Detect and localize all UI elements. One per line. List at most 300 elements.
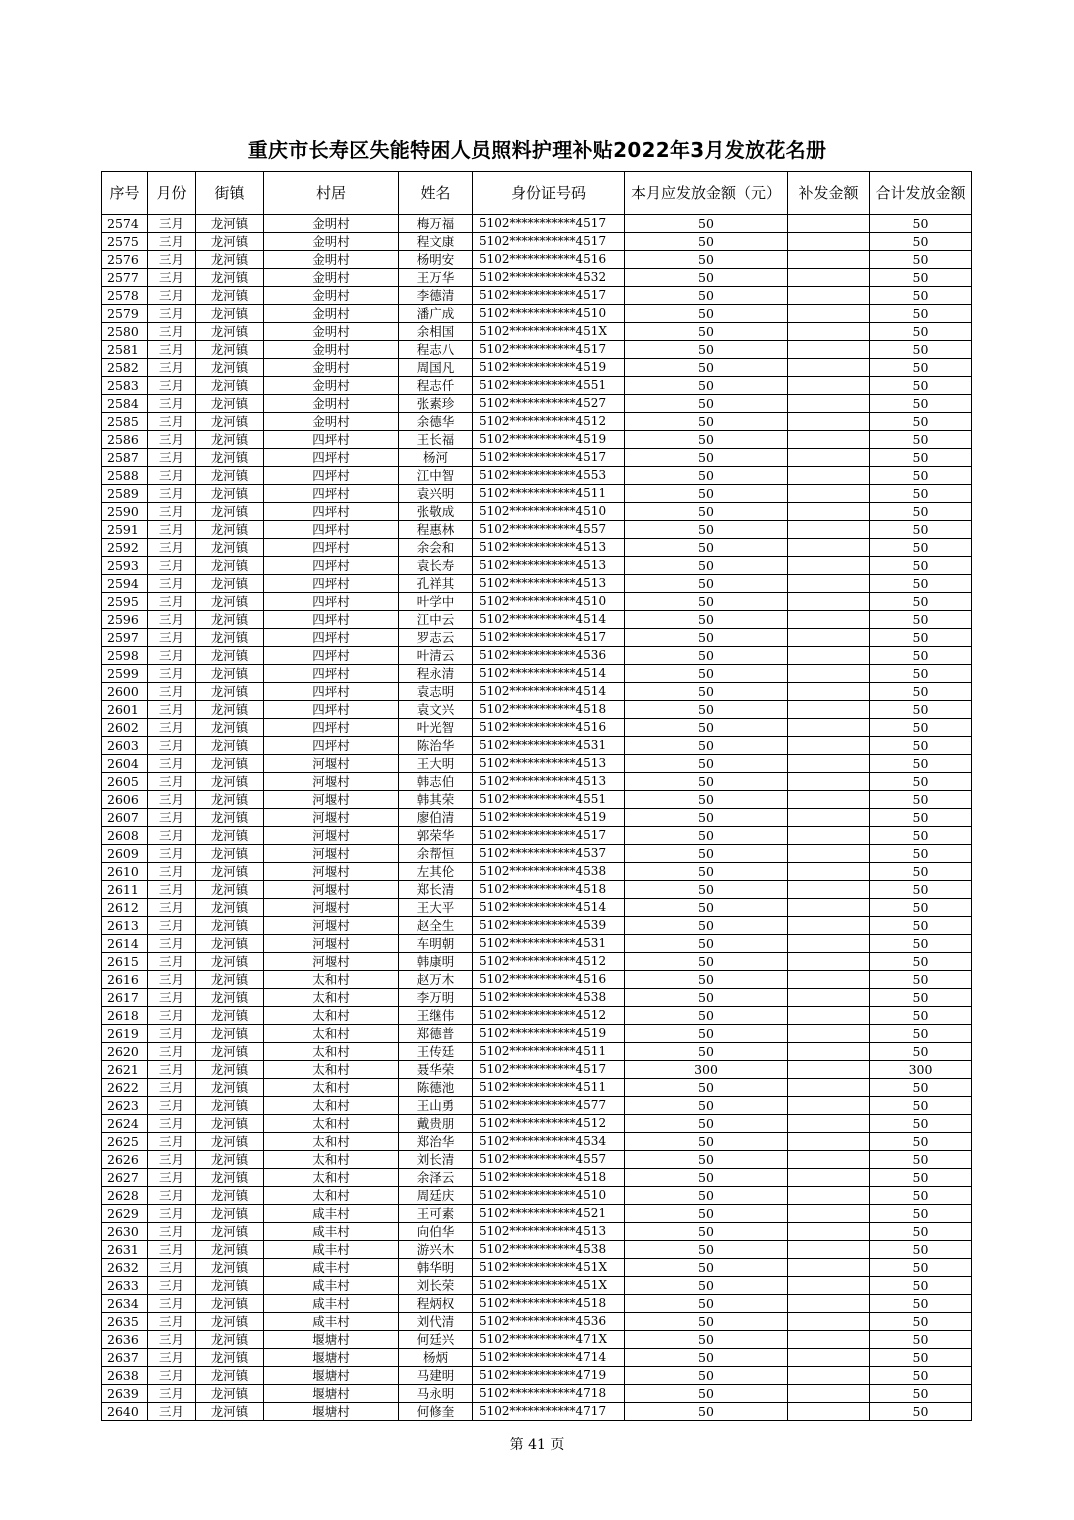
id-number-cell: 5102***********4510 <box>473 593 625 611</box>
column-header: 村居 <box>264 172 399 215</box>
village-cell: 咸丰村 <box>264 1205 399 1223</box>
month-cell: 三月 <box>148 683 196 701</box>
amount-due-cell: 50 <box>625 1043 788 1061</box>
month-cell: 三月 <box>148 1205 196 1223</box>
village-cell: 四坪村 <box>264 629 399 647</box>
village-cell: 太和村 <box>264 1115 399 1133</box>
back-pay-cell <box>788 341 870 359</box>
id-number-cell: 5102***********4519 <box>473 359 625 377</box>
village-cell: 太和村 <box>264 1079 399 1097</box>
amount-due-cell: 50 <box>625 1259 788 1277</box>
month-cell: 三月 <box>148 233 196 251</box>
id-number-cell: 5102***********451X <box>473 323 625 341</box>
amount-due-cell: 50 <box>625 665 788 683</box>
table-row <box>102 935 972 953</box>
id-number-cell: 5102***********4536 <box>473 1313 625 1331</box>
id-number-cell: 5102***********4577 <box>473 1097 625 1115</box>
month-cell: 三月 <box>148 665 196 683</box>
total-cell: 50 <box>870 737 972 755</box>
amount-due-cell: 300 <box>625 1061 788 1079</box>
town-cell: 龙河镇 <box>196 827 264 845</box>
name-cell: 王传廷 <box>399 1043 473 1061</box>
name-cell: 向伯华 <box>399 1223 473 1241</box>
name-cell: 游兴木 <box>399 1241 473 1259</box>
seq-cell: 2637 <box>102 1349 148 1367</box>
town-cell: 龙河镇 <box>196 395 264 413</box>
seq-cell: 2592 <box>102 539 148 557</box>
name-cell: 车明朝 <box>399 935 473 953</box>
column-header: 补发金额 <box>788 172 870 215</box>
name-cell: 王可素 <box>399 1205 473 1223</box>
amount-due-cell: 50 <box>625 251 788 269</box>
total-cell: 50 <box>870 1187 972 1205</box>
month-cell: 三月 <box>148 1007 196 1025</box>
total-cell: 50 <box>870 1205 972 1223</box>
town-cell: 龙河镇 <box>196 1187 264 1205</box>
village-cell: 太和村 <box>264 1025 399 1043</box>
name-cell: 郭荣华 <box>399 827 473 845</box>
table-row <box>102 881 972 899</box>
table-row <box>102 575 972 593</box>
month-cell: 三月 <box>148 1241 196 1259</box>
seq-cell: 2606 <box>102 791 148 809</box>
back-pay-cell <box>788 467 870 485</box>
name-cell: 廖伯清 <box>399 809 473 827</box>
village-cell: 四坪村 <box>264 521 399 539</box>
month-cell: 三月 <box>148 1061 196 1079</box>
id-number-cell: 5102***********4514 <box>473 683 625 701</box>
village-cell: 河堰村 <box>264 953 399 971</box>
total-cell: 50 <box>870 1133 972 1151</box>
seq-cell: 2599 <box>102 665 148 683</box>
town-cell: 龙河镇 <box>196 431 264 449</box>
village-cell: 河堰村 <box>264 809 399 827</box>
back-pay-cell <box>788 305 870 323</box>
back-pay-cell <box>788 521 870 539</box>
seq-cell: 2604 <box>102 755 148 773</box>
name-cell: 杨明安 <box>399 251 473 269</box>
amount-due-cell: 50 <box>625 233 788 251</box>
id-number-cell: 5102***********4514 <box>473 611 625 629</box>
seq-cell: 2595 <box>102 593 148 611</box>
amount-due-cell: 50 <box>625 1313 788 1331</box>
id-number-cell: 5102***********4518 <box>473 701 625 719</box>
month-cell: 三月 <box>148 1097 196 1115</box>
back-pay-cell <box>788 359 870 377</box>
total-cell: 50 <box>870 323 972 341</box>
seq-cell: 2624 <box>102 1115 148 1133</box>
seq-cell: 2607 <box>102 809 148 827</box>
back-pay-cell <box>788 935 870 953</box>
back-pay-cell <box>788 1115 870 1133</box>
total-cell: 50 <box>870 611 972 629</box>
month-cell: 三月 <box>148 719 196 737</box>
back-pay-cell <box>788 1007 870 1025</box>
back-pay-cell <box>788 503 870 521</box>
total-cell: 50 <box>870 1313 972 1331</box>
back-pay-cell <box>788 989 870 1007</box>
seq-cell: 2602 <box>102 719 148 737</box>
table-row <box>102 1349 972 1367</box>
id-number-cell: 5102***********4517 <box>473 449 625 467</box>
month-cell: 三月 <box>148 1277 196 1295</box>
id-number-cell: 5102***********4511 <box>473 1079 625 1097</box>
month-cell: 三月 <box>148 1133 196 1151</box>
village-cell: 河堰村 <box>264 791 399 809</box>
table-row <box>102 557 972 575</box>
id-number-cell: 5102***********4513 <box>473 773 625 791</box>
id-number-cell: 5102***********4514 <box>473 665 625 683</box>
total-cell: 50 <box>870 917 972 935</box>
month-cell: 三月 <box>148 503 196 521</box>
name-cell: 郑长清 <box>399 881 473 899</box>
town-cell: 龙河镇 <box>196 881 264 899</box>
town-cell: 龙河镇 <box>196 1223 264 1241</box>
town-cell: 龙河镇 <box>196 503 264 521</box>
total-cell: 50 <box>870 845 972 863</box>
id-number-cell: 5102***********4517 <box>473 341 625 359</box>
id-number-cell: 5102***********4517 <box>473 827 625 845</box>
amount-due-cell: 50 <box>625 845 788 863</box>
town-cell: 龙河镇 <box>196 215 264 233</box>
village-cell: 太和村 <box>264 1151 399 1169</box>
table-row <box>102 305 972 323</box>
amount-due-cell: 50 <box>625 485 788 503</box>
total-cell: 50 <box>870 341 972 359</box>
month-cell: 三月 <box>148 539 196 557</box>
name-cell: 聂华荣 <box>399 1061 473 1079</box>
column-header: 月份 <box>148 172 196 215</box>
total-cell: 50 <box>870 953 972 971</box>
name-cell: 马永明 <box>399 1385 473 1403</box>
month-cell: 三月 <box>148 467 196 485</box>
village-cell: 金明村 <box>264 359 399 377</box>
month-cell: 三月 <box>148 845 196 863</box>
total-cell: 50 <box>870 1277 972 1295</box>
table-row <box>102 1151 972 1169</box>
back-pay-cell <box>788 233 870 251</box>
month-cell: 三月 <box>148 1403 196 1421</box>
seq-cell: 2614 <box>102 935 148 953</box>
month-cell: 三月 <box>148 449 196 467</box>
village-cell: 太和村 <box>264 971 399 989</box>
back-pay-cell <box>788 539 870 557</box>
seq-cell: 2629 <box>102 1205 148 1223</box>
name-cell: 张敬成 <box>399 503 473 521</box>
column-header: 姓名 <box>399 172 473 215</box>
month-cell: 三月 <box>148 899 196 917</box>
seq-cell: 2636 <box>102 1331 148 1349</box>
total-cell: 50 <box>870 863 972 881</box>
town-cell: 龙河镇 <box>196 917 264 935</box>
column-header: 本月应发放金额（元） <box>625 172 788 215</box>
total-cell: 50 <box>870 1295 972 1313</box>
month-cell: 三月 <box>148 1367 196 1385</box>
village-cell: 太和村 <box>264 1007 399 1025</box>
amount-due-cell: 50 <box>625 1187 788 1205</box>
back-pay-cell <box>788 791 870 809</box>
month-cell: 三月 <box>148 377 196 395</box>
amount-due-cell: 50 <box>625 1295 788 1313</box>
town-cell: 龙河镇 <box>196 1277 264 1295</box>
town-cell: 龙河镇 <box>196 1295 264 1313</box>
amount-due-cell: 50 <box>625 521 788 539</box>
back-pay-cell <box>788 701 870 719</box>
village-cell: 河堰村 <box>264 863 399 881</box>
village-cell: 四坪村 <box>264 539 399 557</box>
id-number-cell: 5102***********4519 <box>473 1025 625 1043</box>
table-row <box>102 395 972 413</box>
seq-cell: 2613 <box>102 917 148 935</box>
amount-due-cell: 50 <box>625 755 788 773</box>
name-cell: 江中智 <box>399 467 473 485</box>
village-cell: 四坪村 <box>264 485 399 503</box>
back-pay-cell <box>788 1367 870 1385</box>
village-cell: 河堰村 <box>264 899 399 917</box>
name-cell: 程永清 <box>399 665 473 683</box>
amount-due-cell: 50 <box>625 359 788 377</box>
back-pay-cell <box>788 809 870 827</box>
village-cell: 金明村 <box>264 323 399 341</box>
amount-due-cell: 50 <box>625 971 788 989</box>
name-cell: 李德清 <box>399 287 473 305</box>
village-cell: 太和村 <box>264 1097 399 1115</box>
seq-cell: 2625 <box>102 1133 148 1151</box>
table-row <box>102 1097 972 1115</box>
table-row <box>102 863 972 881</box>
town-cell: 龙河镇 <box>196 449 264 467</box>
page-number: 第 41 页 <box>509 1437 565 1453</box>
back-pay-cell <box>788 647 870 665</box>
table-row <box>102 233 972 251</box>
id-number-cell: 5102***********4513 <box>473 539 625 557</box>
seq-cell: 2588 <box>102 467 148 485</box>
month-cell: 三月 <box>148 827 196 845</box>
town-cell: 龙河镇 <box>196 521 264 539</box>
month-cell: 三月 <box>148 341 196 359</box>
back-pay-cell <box>788 971 870 989</box>
id-number-cell: 5102***********4517 <box>473 629 625 647</box>
seq-cell: 2574 <box>102 215 148 233</box>
total-cell: 50 <box>870 431 972 449</box>
table-row <box>102 701 972 719</box>
name-cell: 韩其荣 <box>399 791 473 809</box>
village-cell: 金明村 <box>264 251 399 269</box>
amount-due-cell: 50 <box>625 1277 788 1295</box>
back-pay-cell <box>788 431 870 449</box>
amount-due-cell: 50 <box>625 215 788 233</box>
town-cell: 龙河镇 <box>196 611 264 629</box>
id-number-cell: 5102***********4717 <box>473 1403 625 1421</box>
total-cell: 50 <box>870 719 972 737</box>
seq-cell: 2577 <box>102 269 148 287</box>
id-number-cell: 5102***********4518 <box>473 1169 625 1187</box>
name-cell: 何修奎 <box>399 1403 473 1421</box>
village-cell: 河堰村 <box>264 755 399 773</box>
total-cell: 50 <box>870 449 972 467</box>
table-row <box>102 1187 972 1205</box>
back-pay-cell <box>788 665 870 683</box>
town-cell: 龙河镇 <box>196 971 264 989</box>
total-cell: 50 <box>870 503 972 521</box>
amount-due-cell: 50 <box>625 557 788 575</box>
back-pay-cell <box>788 683 870 701</box>
town-cell: 龙河镇 <box>196 791 264 809</box>
back-pay-cell <box>788 377 870 395</box>
amount-due-cell: 50 <box>625 881 788 899</box>
table-row <box>102 917 972 935</box>
table-row <box>102 755 972 773</box>
village-cell: 四坪村 <box>264 431 399 449</box>
name-cell: 陈治华 <box>399 737 473 755</box>
id-number-cell: 5102***********471X <box>473 1331 625 1349</box>
total-cell: 50 <box>870 1097 972 1115</box>
name-cell: 程惠林 <box>399 521 473 539</box>
table-row <box>102 611 972 629</box>
name-cell: 程志八 <box>399 341 473 359</box>
table-row <box>102 1223 972 1241</box>
total-cell: 50 <box>870 683 972 701</box>
seq-cell: 2632 <box>102 1259 148 1277</box>
back-pay-cell <box>788 827 870 845</box>
town-cell: 龙河镇 <box>196 773 264 791</box>
id-number-cell: 5102***********4510 <box>473 305 625 323</box>
amount-due-cell: 50 <box>625 1223 788 1241</box>
month-cell: 三月 <box>148 395 196 413</box>
seq-cell: 2585 <box>102 413 148 431</box>
table-row <box>102 989 972 1007</box>
id-number-cell: 5102***********4517 <box>473 233 625 251</box>
id-number-cell: 5102***********451X <box>473 1259 625 1277</box>
back-pay-cell <box>788 287 870 305</box>
town-cell: 龙河镇 <box>196 719 264 737</box>
amount-due-cell: 50 <box>625 1169 788 1187</box>
town-cell: 龙河镇 <box>196 683 264 701</box>
town-cell: 龙河镇 <box>196 305 264 323</box>
amount-due-cell: 50 <box>625 629 788 647</box>
table-row <box>102 665 972 683</box>
month-cell: 三月 <box>148 737 196 755</box>
back-pay-cell <box>788 1295 870 1313</box>
total-cell: 50 <box>870 935 972 953</box>
town-cell: 龙河镇 <box>196 557 264 575</box>
id-number-cell: 5102***********4537 <box>473 845 625 863</box>
id-number-cell: 5102***********4512 <box>473 1115 625 1133</box>
month-cell: 三月 <box>148 593 196 611</box>
table-row <box>102 683 972 701</box>
table-row <box>102 1061 972 1079</box>
amount-due-cell: 50 <box>625 863 788 881</box>
back-pay-cell <box>788 269 870 287</box>
back-pay-cell <box>788 593 870 611</box>
town-cell: 龙河镇 <box>196 809 264 827</box>
id-number-cell: 5102***********4517 <box>473 1061 625 1079</box>
table-row <box>102 1007 972 1025</box>
id-number-cell: 5102***********4517 <box>473 287 625 305</box>
header-row <box>102 172 972 215</box>
id-number-cell: 5102***********4513 <box>473 557 625 575</box>
name-cell: 张素珍 <box>399 395 473 413</box>
amount-due-cell: 50 <box>625 413 788 431</box>
town-cell: 龙河镇 <box>196 413 264 431</box>
month-cell: 三月 <box>148 809 196 827</box>
seq-cell: 2601 <box>102 701 148 719</box>
town-cell: 龙河镇 <box>196 1097 264 1115</box>
month-cell: 三月 <box>148 269 196 287</box>
name-cell: 潘广成 <box>399 305 473 323</box>
seq-cell: 2622 <box>102 1079 148 1097</box>
id-number-cell: 5102***********4516 <box>473 719 625 737</box>
month-cell: 三月 <box>148 431 196 449</box>
total-cell: 50 <box>870 1223 972 1241</box>
month-cell: 三月 <box>148 413 196 431</box>
seq-cell: 2618 <box>102 1007 148 1025</box>
table-row <box>102 1385 972 1403</box>
id-number-cell: 5102***********4512 <box>473 953 625 971</box>
amount-due-cell: 50 <box>625 503 788 521</box>
name-cell: 左其伦 <box>399 863 473 881</box>
name-cell: 梅万福 <box>399 215 473 233</box>
back-pay-cell <box>788 1277 870 1295</box>
seq-cell: 2608 <box>102 827 148 845</box>
total-cell: 50 <box>870 413 972 431</box>
village-cell: 堰塘村 <box>264 1385 399 1403</box>
name-cell: 袁志明 <box>399 683 473 701</box>
table-row <box>102 1367 972 1385</box>
table-row <box>102 1295 972 1313</box>
total-cell: 50 <box>870 467 972 485</box>
amount-due-cell: 50 <box>625 1115 788 1133</box>
village-cell: 四坪村 <box>264 611 399 629</box>
month-cell: 三月 <box>148 791 196 809</box>
seq-cell: 2620 <box>102 1043 148 1061</box>
village-cell: 河堰村 <box>264 917 399 935</box>
seq-cell: 2603 <box>102 737 148 755</box>
table-row <box>102 431 972 449</box>
month-cell: 三月 <box>148 251 196 269</box>
table-row <box>102 1259 972 1277</box>
total-cell: 50 <box>870 629 972 647</box>
seq-cell: 2621 <box>102 1061 148 1079</box>
total-cell: 300 <box>870 1061 972 1079</box>
month-cell: 三月 <box>148 1043 196 1061</box>
amount-due-cell: 50 <box>625 1385 788 1403</box>
town-cell: 龙河镇 <box>196 737 264 755</box>
month-cell: 三月 <box>148 575 196 593</box>
table-row <box>102 359 972 377</box>
name-cell: 韩康明 <box>399 953 473 971</box>
town-cell: 龙河镇 <box>196 647 264 665</box>
village-cell: 太和村 <box>264 1169 399 1187</box>
village-cell: 四坪村 <box>264 467 399 485</box>
month-cell: 三月 <box>148 1151 196 1169</box>
seq-cell: 2593 <box>102 557 148 575</box>
name-cell: 王大平 <box>399 899 473 917</box>
month-cell: 三月 <box>148 755 196 773</box>
village-cell: 四坪村 <box>264 503 399 521</box>
total-cell: 50 <box>870 395 972 413</box>
seq-cell: 2627 <box>102 1169 148 1187</box>
town-cell: 龙河镇 <box>196 845 264 863</box>
seq-cell: 2582 <box>102 359 148 377</box>
id-number-cell: 5102***********4513 <box>473 755 625 773</box>
seq-cell: 2611 <box>102 881 148 899</box>
seq-cell: 2640 <box>102 1403 148 1421</box>
name-cell: 周国凡 <box>399 359 473 377</box>
town-cell: 龙河镇 <box>196 755 264 773</box>
amount-due-cell: 50 <box>625 1025 788 1043</box>
amount-due-cell: 50 <box>625 935 788 953</box>
